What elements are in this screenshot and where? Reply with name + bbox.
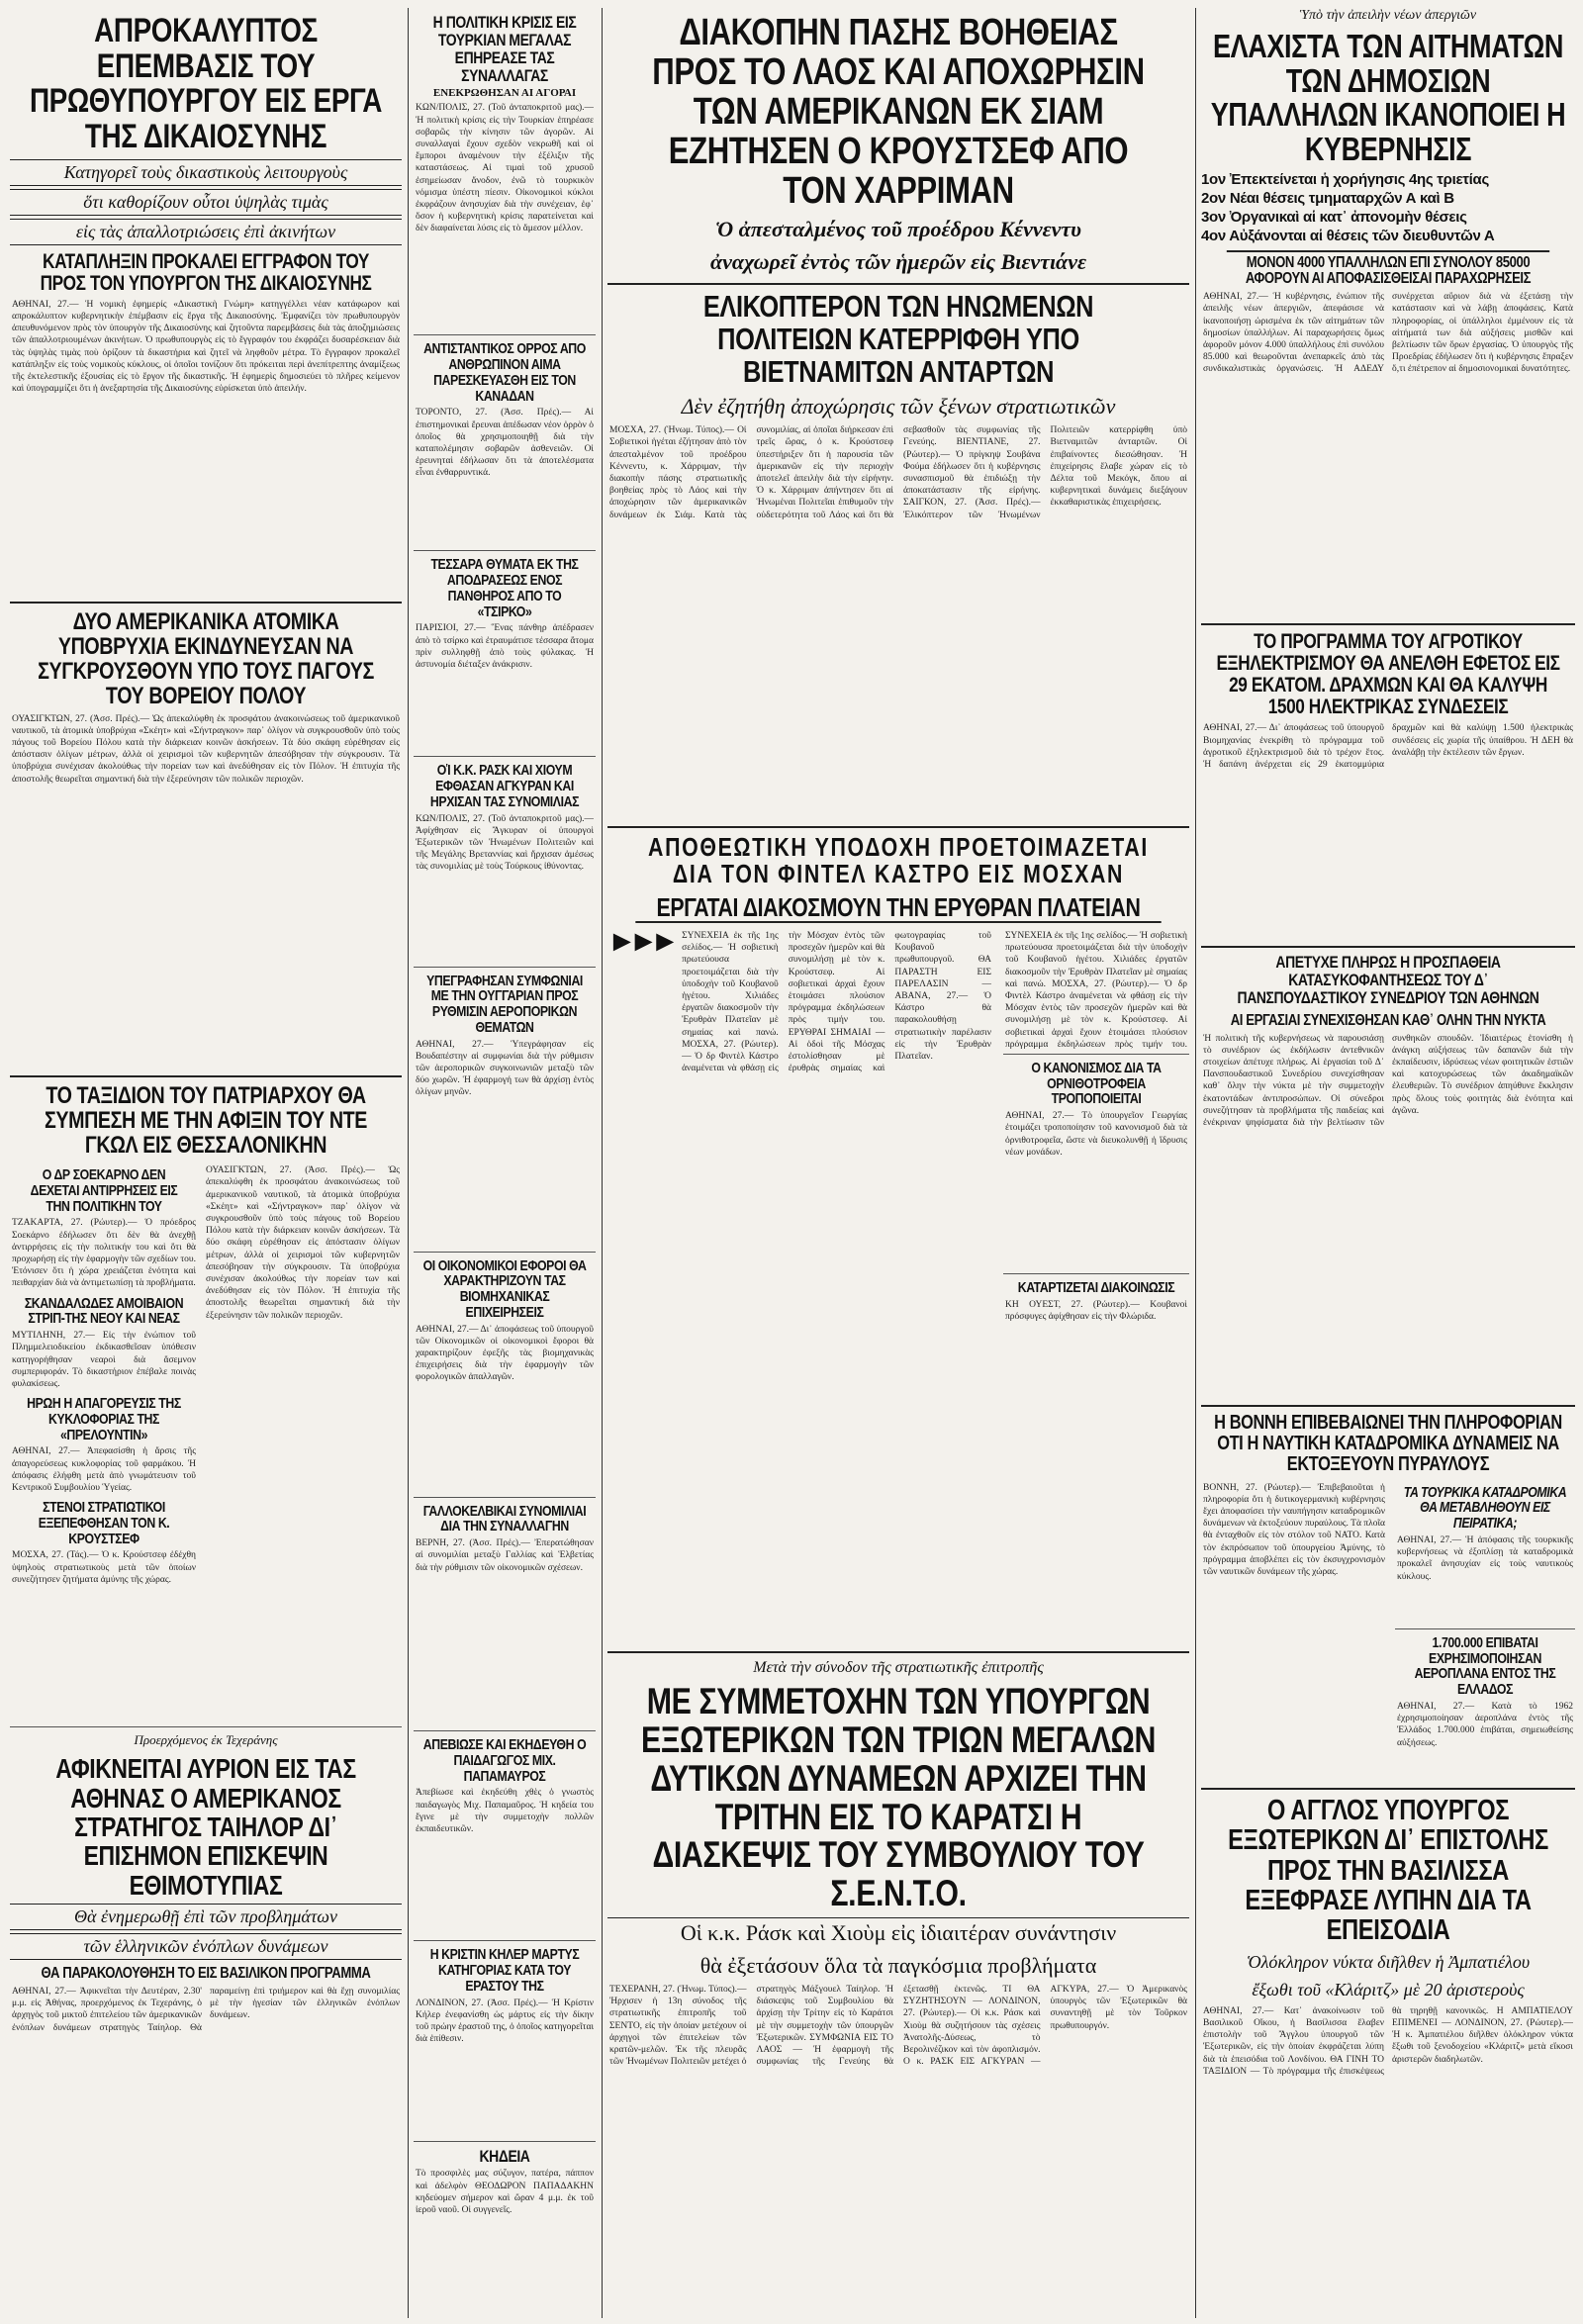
article-body: ΑΘΗΝΑΙ, 27.— Ἡ ἀπόφασις τῆς τουρκικῆς κυβερνήσεως νὰ ἐξοπλίσῃ τὰ καταδρομικὰ προκαλεῖ ἀνησυχίαν εἰς τοὺς ναυτικοὺς κύκλους. [1397,1534,1573,1582]
column-4 [1201,8,1575,2318]
subheadline: Θὰ ἐνημερωθῇ ἐπὶ τῶν προβλημάτων [10,1904,402,1930]
article-body: ΟΥΑΣΙΓΚΤΩΝ, 27. (Ἀσσ. Πρές).— Ὡς ἀπεκαλύφθη ἐκ προσφάτου ἀνακοινώσεως τοῦ ἀμερικανικοῦ ναυτικοῦ, τὰ ἀτομικὰ ὑποβρύχια «Σκέητ» καὶ «Σήντραγκον» παρ᾽ ὀλίγον νὰ συγκρουσθοῦν ὑπὸ τοὺς πάγους τοῦ Βορείου Πόλου κατὰ τὴν διάρκειαν κοινῶν ἀσκήσεων. Τὰ δύο σκάφη εὑρέθησαν εἰς ἀπόστασιν ὀλίγων μέτρων, ἀλλὰ οἱ χειρισμοὶ τῶν κυβερνητῶν ἀπεσόβησαν τὴν σύγκρουσιν. Τὰ ὑποβρύχια συνέχισαν ἀκολούθως τὴν πορείαν των καὶ ἀνεδύθησαν εἰς τὸν Πόλον. Ἡ ἐπιτυχία τῆς ἀποστολῆς θεωρεῖται σημαντική διὰ τὴν ἐξερεύνησιν τῶν πολικῶν περιοχῶν. [12,713,400,785]
column-2 [414,8,596,2318]
article-body: ΟΥΑΣΙΓΚΤΩΝ, 27. (Ἀσσ. Πρές).— Ὡς ἀπεκαλύφθη ἐκ προσφάτου ἀνακοινώσεως τοῦ ἀμερικανικοῦ ναυτικοῦ, τὰ ἀτομικὰ ὑποβρύχια «Σκέητ» καὶ «Σήντραγκον» παρ᾽ ὀλίγον νὰ συγκρουσθοῦν ὑπὸ τοὺς πάγους τοῦ Βορείου Πόλου κατὰ τὴν διάρκειαν κοινῶν ἀσκήσεων. Τὰ δύο σκάφη εὑρέθησαν εἰς ἀπόστασιν ὀλίγων μέτρων, ἀλλὰ οἱ χειρισμοὶ τῶν κυβερνητῶν ἀπεσόβησαν τὴν σύγκρουσιν. Τὰ ὑποβρύχια συνέχισαν ἀκολούθως τὴν πορείαν των καὶ ἀνεδύθησαν εἰς τὸν Πόλον. Ἡ ἐπιτυχία τῆς ἀποστολῆς θεωρεῖται σημαντική διὰ τὴν ἐξερεύνησιν τῶν πολικῶν περιοχῶν. [206,1165,400,1321]
column-rule [602,8,603,2318]
article-body: ΜΥΤΙΛΗΝΗ, 27.— Εἰς τὴν ἐνώπιον τοῦ Πλημμελειοδικείου ἐκδικασθεῖσαν ὑπόθεσιν κατηγορήθησαν νεαροὶ διὰ ἄσεμνον συμπεριφοράν. Τὸ δικαστήριον ἐπέβαλε ποινὰς φυλακίσεως. [12,1331,196,1389]
headline: ΚΗΔΕΙΑ [479,2146,530,2166]
headline: ΣΚΑΝΔΑΛΩΔΕΣ ΑΜΟΙΒΑΙΟΝ ΣΤΡΙΠ-ΤΗΣ ΝΕΟΥ ΚΑΙ ΝΕΑΣ [24,1294,184,1328]
article-body: ΑΘΗΝΑΙ, 27.— Ὑπεγράφησαν εἰς Βουδαπέστην αἱ συμφωνίαι διὰ τὴν ρύθμισιν τῶν ἀεροπορικῶν συγκοινωνιῶν μεταξὺ τῶν δύο χωρῶν. Ἡ ἐφαρμογή των θὰ ἀρχίσῃ ἐντὸς ὀλίγων μηνῶν. [416,1039,594,1098]
headline: ΤΟ ΤΑΞΙΔΙΟΝ ΤΟΥ ΠΑΤΡΙΑΡΧΟΥ ΘΑ ΣΥΜΠΕΣΗ ΜΕ ΤΗΝ ΑΦΙΞΙΝ ΤΟΥ ΝΤΕ ΓΚΩΛ ΕΙΣ ΘΕΣΣΑΛΟΝΙΚΗΝ [45,1081,367,1159]
kicker: Προερχόμενος ἐκ Τεχεράνης [134,1732,278,1748]
article-body: ΚΩΝ/ΠΟΛΙΣ, 27. (Τοῦ ἀνταποκριτοῦ μας).— Ἡ πολιτικὴ κρίσις εἰς τὴν Τουρκίαν ἐπηρέασε σοβαρῶς τὴν κίνησιν τῶν ἀγορῶν. Αἱ συναλλαγαὶ ἔχουν σχεδὸν νεκρωθῆ καὶ οἱ ἔμποροι ἀναμένουν τὴν ἐξέλιξιν τῆς καταστάσεως. Αἱ τιμαὶ τοῦ χρυσοῦ ἐσημείωσαν ἄνοδον, ἐνῶ τὸ τουρκικὸν νόμισμα ὑπέστη πίεσιν. Οἰκονομικοὶ κύκλοι ἐκφράζουν ἀνησυχίαν διὰ τὴν συνέχειαν, ἐφ᾽ ὅσον ἡ κυβερνητικὴ κρίσις παρατείνεται καὶ δὲν διαφαίνεται λύσις εἰς τὸ ἄμεσον μέλλον. [416,103,594,234]
column-rule [1195,8,1196,2318]
headline: ΣΤΕΝΟΙ ΣΤΡΑΤΙΩΤΙΚΟΙ ΕΞΕΠΕΦΘΗΣΑΝ ΤΟΝ Κ. ΚΡΟΥΣΤΣΕΦ [38,1499,170,1547]
article-body: ΠΑΡΙΣΙΟΙ, 27.— Ἕνας πάνθηρ ἀπέδρασεν ἀπὸ τὸ τσίρκο καὶ ἐτραυμάτισε τέσσαρα ἄτομα πρὶν συλληφθῇ ἀπὸ τοὺς φύλακας. Ἡ ἀστυνομία διέταξεν ἀνάκρισιν. [416,623,594,670]
article-body: Ἡ πολιτικὴ τῆς κυβερνήσεως νὰ παρουσιάσῃ τὸ συνέδριον ὡς ἐκδήλωσιν ἀντεθνικῶν στοιχείων ἀπέτυχε πλήρως. Αἱ ἐργασίαι τοῦ Δ᾽ Πανσπουδαστικοῦ Συνεδρίου συνεχίσθησαν καθ᾽ ὅλην τὴν νύκτα μὲ τὴν συμμετοχὴν ἑκατοντάδων ἀντιπροσώπων. Οἱ σύνεδροι συνεζήτησαν τὰ προβλήματα τῆς παιδείας καὶ ἐνέκριναν ψηφίσματα διὰ τὴν βελτίωσιν τῶν συνθηκῶν σπουδῶν. Ἰδιαιτέρως ἐτονίσθη ἡ ἀνάγκη αὐξήσεως τῶν δαπανῶν διὰ τὴν ἐκπαίδευσιν, ἱδρύσεως νέων φοιτητικῶν ἑστιῶν καὶ κατοχυρώσεως τῶν ἀκαδημαϊκῶν ἐλευθεριῶν. Τὸ συνέδριον ἀπηύθυνε ἔκκλησιν πρὸς ὅλους τοὺς φοιτητὰς διὰ ἑνότητα καὶ ἀγῶνα. [1203,1033,1573,1129]
article-body: ΜΟΣΧΑ, 27. (Ἡνωμ. Τύπος).— Οἱ Σοβιετικοὶ ἡγέται ἐζήτησαν ἀπὸ τὸν ἀπεσταλμένον τοῦ προέδρου Κέννεντυ, κ. Χάρριμαν, τὴν διακοπὴν πάσης στρατιωτικῆς βοηθείας πρὸς τὸ Λάος καὶ τὴν ἀποχώρησιν τῶν ἀμερικανικῶν δυνάμεων ἐκ Σιάμ. Κατὰ τὰς συνομιλίας, αἱ ὁποῖαι διήρκεσαν ἐπὶ τρεῖς ὥρας, ὁ κ. Κρούστσεφ ὑπεστήριξεν ὅτι ἡ παρουσία τῶν ἀμερικανῶν εἰς τὴν περιοχὴν ἀποτελεῖ ἀπειλὴν διὰ τὴν εἰρήνην. Ὁ κ. Χάρριμαν ἀπήντησεν ὅτι αἱ Ἡνωμέναι Πολιτεῖαι ἐπιθυμοῦν τὴν οὐδετερότητα τοῦ Λάος καὶ ὅτι θὰ σεβασθοῦν τὰς συμφωνίας τῆς Γενεύης. ΒΙΕΝΤΙΑΝΕ, 27. (Ρώυτερ).— Ὁ πρίγκηψ Σουβάνα Φούμα ἐδήλωσεν ὅτι ἡ κυβέρνησις συνασπισμοῦ θὰ ἐπιδιώξῃ τὴν ἀποκατάστασιν τῆς εἰρήνης. ΣΑΙΓΚΟΝ, 27. (Ἀσσ. Πρές).— Ἑλικόπτερον τῶν Ἡνωμένων Πολιτειῶν κατερρίφθη ὑπὸ Βιετναμιτῶν ἀνταρτῶν. Οἱ ἐπιβαίνοντες διεσώθησαν. Ἡ ἐπιχείρησις ἔλαβε χώραν εἰς τὸ Δέλτα τοῦ Μεκόγκ, ὅπου αἱ κυβερνητικαὶ δυνάμεις διεξάγουν ἐκκαθαριστικὰς ἐπιχειρήσεις. [609,425,1187,520]
subheadline: θὰ ἐξετάσουν ὅλα τὰ παγκόσμια προβλήματα [699,1953,1097,1979]
article-body: ΜΟΣΧΑ, 27. (Τάς).— Ὁ κ. Κρούστσεφ ἐδέχθη ὑψηλοὺς στρατιωτικοὺς μετὰ τῶν ὁποίων συνεζήτησεν ζητήματα ἀμύνης τῆς χώρας. [12,1550,196,1585]
headline: ΟΙ ΟΙΚΟΝΟΜΙΚΟΙ ΕΦΟΡΟΙ ΘΑ ΧΑΡΑΚΤΗΡΙΖΟΥΝ ΤΑΣ ΒΙΟΜΗΧΑΝΙΚΑΣ ΕΠΙΧΕΙΡΗΣΕΙΣ [422,1256,587,1321]
headline: Ο ΚΑΝΟΝΙΣΜΟΣ ΔΙΑ ΤΑ ΟΡΝΙΘΟΤΡΟΦΕΙΑ ΤΡΟΠΟΠΟΙΕΙΤΑΙ [1031,1059,1162,1108]
article-body: ΑΘΗΝΑΙ, 27.— Δι᾽ ἀποφάσεως τοῦ ὑπουργοῦ τῶν Οἰκονομικῶν οἱ οἰκονομικοὶ ἔφοροι θὰ χαρακτηρίζουν ἐφεξῆς τὰς βιομηχανικὰς ἐπιχειρήσεις διὰ τὴν ἐφαρμογὴν τῶν φορολογικῶν ἀπαλλαγῶν. [416,1324,594,1383]
article-body: ΑΘΗΝΑΙ, 27.— Ἀφικνεῖται τὴν Δευτέραν, 2.30' μ.μ. εἰς Ἀθήνας, προερχόμενος ἐκ Τεχεράνης, ὁ ἀρχηγὸς τοῦ μικτοῦ ἐπιτελείου τῶν ἀμερικανικῶν ἐνόπλων δυνάμεων στρατηγὸς Ταίηλορ. Θὰ παραμείνῃ ἐπὶ τριήμερον καὶ θὰ ἔχῃ συνομιλίας μὲ τὴν ἡγεσίαν τῶν ἑλληνικῶν ἐνόπλων δυνάμεων. [12,1986,400,2033]
article-body: ΒΕΡΝΗ, 27. (Ἀσσ. Πρές).— Ἐπερατώθησαν αἱ συνομιλίαι μεταξὺ Γαλλίας καὶ Ἑλβετίας διὰ τὴν ρύθμισιν τῶν οἰκονομικῶν σχέσεων. [416,1538,594,1573]
headline: ΘΑ ΠΑΡΑΚΟΛΟΥΘΗΣΗ ΤΟ ΕΙΣ ΒΑΣΙΛΙΚΟΝ ΠΡΟΓΡΑΜΜΑ [41,1965,371,1983]
headline: ΜΟΝΟΝ 4000 ΥΠΑΛΛΗΛΩΝ ΕΠΙ ΣΥΝΟΛΟΥ 85000 ΑΦΟΡΟΥΝ ΑΙ ΑΠΟΦΑΣΙΣΘΕΙΣΑΙ ΠΑΡΑΧΩΡΗΣΕΙΣ [1227,250,1549,289]
headline: ΔΙΑΚΟΠΗΝ ΠΑΣΗΣ ΒΟΗΘΕΙΑΣ ΠΡΟΣ ΤΟ ΛΑΟΣ ΚΑΙ ΑΠΟΧΩΡΗΣΙΝ ΤΩΝ ΑΜΕΡΙΚΑΝΩΝ ΕΚ ΣΙΑΜ ΕΖΗΤΗΣΕΝ Ο ΚΡΟΥΣΤΣΕΦ ΑΠΟ ΤΟΝ ΧΑΡΡΙΜΑΝ [652,12,1145,212]
article-body: Τὸ προσφιλὲς μας σύζυγον, πατέρα, πάππον καὶ ἀδελφὸν ΘΕΟΔΩΡΟΝ ΠΑΠΑΔΑΚΗΝ κηδεύομεν σήμερον καὶ ὥραν 4 μ.μ. ἐκ τοῦ ἱεροῦ ναοῦ. Οἱ συγγενεῖς. [416,2169,594,2216]
headline: ΕΛΑΧΙΣΤΑ ΤΩΝ ΑΙΤΗΜΑΤΩΝ ΤΩΝ ΔΗΜΟΣΙΩΝ ΥΠΑΛΛΗΛΩΝ ΙΚΑΝΟΠΟΙΕΙ Η ΚΥΒΕΡΝΗΣΙΣ [1210,28,1566,167]
subheadline: Ὁλόκληρον νύκτα διῆλθεν ἡ Ἀμπατιέλου [1246,1951,1531,1972]
headline: ΔΥΟ ΑΜΕΡΙΚΑΝΙΚΑ ΑΤΟΜΙΚΑ ΥΠΟΒΡΥΧΙΑ ΕΚΙΝΔΥΝΕΥΣΑΝ ΝΑ ΣΥΓΚΡΟΥΣΘΟΥΝ ΥΠΟ ΤΟΥΣ ΠΑΓΟΥΣ ΤΟΥ ΒΟΡΕΙΟΥ ΠΟΛΟΥ [38,607,374,710]
headline: ΑΠΟΘΕΩΤΙΚΗ ΥΠΟΔΟΧΗ ΠΡΟΕΤΟΙΜΑΖΕΤΑΙ ΔΙΑ ΤΟΝ ΦΙΝΤΕΛ ΚΑΣΤΡΟ ΕΙΣ ΜΟΣΧΑΝ [648,832,1149,889]
article-body: ΑΘΗΝΑΙ, 27.— Κατὰ τὸ 1962 ἐχρησιμοποίησαν ἀεροπλάνα ἐντὸς τῆς Ἑλλάδος 1.700.000 ἐπιβάται, σημειωθείσης αὐξήσεως. [1397,1701,1573,1748]
kicker: Μετὰ τὴν σύνοδον τῆς στρατιωτικῆς ἐπιτροπῆς [753,1658,1044,1676]
kicker: Ὑπὸ τὴν ἀπειλὴν νέων ἀπεργιῶν [1299,8,1477,23]
article-body: ΑΘΗΝΑΙ, 27.— Ἡ νομικὴ ἐφημερίς «Δικαστικὴ Γνώμη» κατηγγέλλει νέαν κατάφωρον καὶ απροκάλυπτον κυβερνητικὴν ἐπέμβασιν εἰς ἔργα τῆς Δικαιοσύνης. Ἐμφανίζει τὸν πρωθυπουργὸν ἀπευθυνόμενον πρὸς τὸν ὑπουργὸν τῆς Δικαιοσύνης καὶ ζητοῦντα παρεμβάσεις διὰ τὰς ἀποζημιώσεις τῶν ἀπαλλοτριουμένων ἀκινήτων. Ὁ πρωθυπουργὸς εἰς τὸ ἔγγραφόν του ἐκφράζει δυσαρέσκειαν διὰ τὰς ὑψηλὰς τιμὰς ποὺ ὁρίζουν τὰ δικαστήρια καὶ ζητεῖ νὰ ληφθοῦν μέτρα. Τὸ ἔγγραφον προκαλεῖ κατάπληξιν εἰς τοὺς νομικοὺς κύκλους, οἱ ὁποῖοι τονίζουν ὅτι πρόκειται περὶ ἀνεπίτρεπτης ἀναμίξεως τῆς ἐκτελεστικῆς ἐξουσίας εἰς τὸ ἔργον τῆς δικαστικῆς. Ἡ ἐφημερὶς δημοσιεύει τὸ πλῆρες κείμενον καὶ ὑπογραμμίζει ὅτι ἡ ἀνεξαρτησία τῆς Δικαιοσύνης εὑρίσκεται ὑπὸ ἀπειλήν. [12,299,400,395]
article-body: Ἀπεβίωσε καὶ ἐκηδεύθη χθὲς ὁ γνωστὸς παιδαγωγὸς Μιχ. Παπαμαῦρος. Ἡ κηδεία του ἔγινε μὲ τὴν συμμετοχὴν πολλῶν ἐκπαιδευτικῶν. [416,1788,594,1834]
subheadline: Ὁ ἀπεσταλμένος τοῦ προέδρου Κέννεντυ [715,217,1081,242]
headline: ΚΑΤΑΡΤΙΖΕΤΑΙ ΔΙΑΚΟΙΝΩΣΙΣ [1017,1279,1175,1297]
headline: ΓΑΛΛΟΚΕΛΒΙΚΑΙ ΣΥΝΟΜΙΛΙΑΙ ΔΙΑ ΤΗΝ ΣΥΝΑΛΛΑΓΗΝ [422,1502,587,1535]
headline: ΟἹ Κ.Κ. ΡΑΣΚ ΚΑΙ ΧΙΟΥΜ ΕΦΘΑΣΑΝ ΑΓΚΥΡΑΝ ΚΑΙ ΗΡΧΙΣΑΝ ΤΑΣ ΣΥΝΟΜΙΛΙΑΣ [429,762,580,810]
article-body: ΑΘΗΝΑΙ, 27.— Δι᾽ ἀποφάσεως τοῦ ὑπουργοῦ Βιομηχανίας ἐνεκρίθη τὸ πρόγραμμα τοῦ ἀγροτικοῦ ἐξηλεκτρισμοῦ διὰ τὸ τρέχον ἔτος. Ἡ δαπάνη ἀνέρχεται εἰς 29 ἑκατομμύρια δραχμῶν καὶ θὰ καλύψῃ 1.500 ἠλεκτρικὰς συνδέσεις εἰς χωρία τῆς ὑπαίθρου. Ἡ ΔΕΗ θὰ ἀναλάβῃ τὴν ἐκτέλεσιν τῶν ἔργων. [1203,723,1573,770]
headline: ΑΠΕΒΙΩΣΕ ΚΑΙ ΕΚΗΔΕΥΘΗ Ο ΠΑΙΔΑΓΩΓΟΣ ΜΙΧ. ΠΑΠΑΜΑΥΡΟΣ [422,1736,587,1785]
headline: Η ΒΟΝΝΗ ΕΠΙΒΕΒΑΙΩΝΕΙ ΤΗΝ ΠΛΗΡΟΦΟΡΙΑΝ ΟΤΙ Η ΝΑΥΤΙΚΗ ΚΑΤΑΔΡΟΜΙΚΑ ΔΥΝΑΜΕΙΣ ΝΑ ΕΚΤΟΞΕΥΟΥΝ ΠΥΡΑΥΛΟΥΣ [1214,1411,1562,1475]
article-body: ΑΘΗΝΑΙ, 27.— Τὸ ὑπουργεῖον Γεωργίας ἐτοιμάζει τροποποίησιν τοῦ κανονισμοῦ διὰ τὰ ὀρνιθοτροφεῖα, ὥστε νὰ διευκολυνθῇ ἡ ἵδρυσις νέων μονάδων. [1005,1111,1187,1158]
headline: Ο ΔΡ ΣΟΕΚΑΡΝΟ ΔΕΝ ΔΕΧΕΤΑΙ ΑΝΤΙΡΡΗΣΕΙΣ ΕΙΣ ΤΗΝ ΠΟΛΙΤΙΚΗΝ ΤΟΥ [30,1166,178,1215]
headline: 1.700.000 ΕΠΙΒΑΤΑΙ ΕΧΡΗΣΙΜΟΠΟΙΗΣΑΝ ΑΕΡΟΠΛΑΝΑ ΕΝΤΟΣ ΤΗΣ ΕΛΛΑΔΟΣ [1414,1633,1556,1699]
article-body: ΒΟΝΝΗ, 27. (Ρώυτερ).— Ἐπιβεβαιοῦται ἡ πληροφορία ὅτι ἡ δυτικογερμανικὴ κυβέρνησις ἔχει ἀποφασίσει τὴν ναυπήγησιν καταδρομικῶν δυνάμενων νὰ ἐκτοξεύουν πυραύλους. Τὰ πλοῖα θὰ ἐνταχθοῦν εἰς τὸν στόλον τοῦ ΝΑΤΟ. Κατὰ τὸν ἐκπρόσωπον τοῦ ὑπουργείου Ἀμύνης, τὸ πρόγραμμα ἀποβλέπει εἰς τὸν ἐκσυγχρονισμὸν τῶν ναυτικῶν δυνάμεων τῆς χώρας. [1203,1482,1385,1578]
article-body: ΚΗ ΟΥΕΣΤ, 27. (Ρώυτερ).— Κουβανοὶ πρόσφυγες ἀφίχθησαν εἰς τὴν Φλώριδα. [1005,1299,1187,1323]
subheadline: ΕΝΕΚΡΩΘΗΣΑΝ ΑΙ ΑΓΟΡΑΙ [432,87,577,100]
headline: ΑΠΕΤΥΧΕ ΠΛΗΡΩΣ Η ΠΡΟΣΠΑΘΕΙΑ ΚΑΤΑΣΥΚΟΦΑΝΤΗΣΕΩΣ ΤΟΥ Δ᾽ ΠΑΝΣΠΟΥΔΑΣΤΙΚΟΥ ΣΥΝΕΔΡΙΟΥ ΤΩΝ ΑΘΗΝΩΝ [1237,953,1539,1008]
headline: ΤΑ ΤΟΥΡΚΙΚΑ ΚΑΤΑΔΡΟΜΙΚΑ ΘΑ ΜΕΤΑΒΛΗΘΟΥΝ ΕΙΣ ΠΕΙΡΑΤΙΚΑ; [1403,1483,1567,1533]
headline: Ο ΑΓΓΛΟΣ ΥΠΟΥΡΓΟΣ ΕΞΩΤΕΡΙΚΩΝ ΔΙ᾽ ΕΠΙΣΤΟΛΗΣ ΠΡΟΣ ΤΗΝ ΒΑΣΙΛΙΣΣΑ ΕΞΕΦΡΑΣΕ ΛΥΠΗΝ ΔΙΑ ΤΑ ΕΠΕΙΣΟΔΙΑ [1228,1794,1548,1947]
headline: ΑΠΡΟΚΑΛΥΠΤΟΣ ΕΠΕΜΒΑΣΙΣ ΤΟΥ ΠΡΩΘΥΠΟΥΡΓΟΥ ΕΙΣ ΕΡΓΑ ΤΗΣ ΔΙΚΑΙΟΣΥΝΗΣ [29,12,383,156]
headline: ΗΡΩΗ Η ΑΠΑΓΟΡΕΥΣΙΣ ΤΗΣ ΚΥΚΛΟΦΟΡΙΑΣ ΤΗΣ «ΠΡΕΛΟΥΝΤΙΝ» [27,1395,181,1443]
article-body: ΣΥΝΕΧΕΙΑ ἐκ τῆς 1ης σελίδος.— Ἡ σοβιετικὴ πρωτεύουσα προετοιμάζεται διὰ τὴν ὑποδοχὴν τοῦ Κουβανοῦ ἡγέτου. Χιλιάδες ἐργατῶν διακοσμοῦν τὴν Ἐρυθρὰν Πλατεῖαν μὲ σημαίας καὶ πανώ. ΜΟΣΧΑ, 27. (Ρώυτερ).— Ὁ δρ Φιντὲλ Κάστρο ἀναμένεται νὰ φθάσῃ εἰς τὴν Μόσχαν ἐντὸς τῶν προσεχῶν ἡμερῶν καὶ θὰ συνομιλήσῃ μὲ τὸν κ. Κρούστσεφ. Αἱ σοβιετικαὶ ἀρχαὶ ἔχουν ἑτοιμάσει πλούσιον πρόγραμμα ἐκδηλώσεων πρὸς τιμήν του. [1005,930,1187,1049]
article-body: ΣΥΝΕΧΕΙΑ ἐκ τῆς 1ης σελίδος.— Ἡ σοβιετικὴ πρωτεύουσα προετοιμάζεται διὰ τὴν ὑποδοχὴν τοῦ Κουβανοῦ ἡγέτου. Χιλιάδες ἐργατῶν διακοσμοῦν τὴν Ἐρυθρὰν Πλατεῖαν μὲ σημαίας καὶ πανώ. ΜΟΣΧΑ, 27. (Ρώυτερ).— Ὁ δρ Φιντὲλ Κάστρο ἀναμένεται νὰ φθάσῃ εἰς τὴν Μόσχαν ἐντὸς τῶν προσεχῶν ἡμερῶν καὶ θὰ συνομιλήσῃ μὲ τὸν κ. Κρούστσεφ. Αἱ σοβιετικαὶ ἀρχαὶ ἔχουν ἑτοιμάσει πλούσιον πρόγραμμα ἐκδηλώσεων πρὸς τιμήν του. ΕΡΥΘΡΑΙ ΣΗΜΑΙΑΙ — Αἱ ὁδοὶ τῆς Μόσχας ἐστολίσθησαν μὲ ἐρυθρὰς σημαίας καὶ φωτογραφίας τοῦ Κουβανοῦ πρωθυπουργοῦ. ΘΑ ΠΑΡΑΣΤΗ ΕΙΣ ΠΑΡΕΛΑΣΙΝ — ΑΒΑΝΑ, 27.— Ὁ Κάστρο θὰ παρακολουθήσῃ στρατιωτικὴν παρέλασιν εἰς τὴν Ἐρυθρὰν Πλατεῖαν. [682,930,991,1074]
headline: Η ΠΟΛΙΤΙΚΗ ΚΡΙΣΙΣ ΕΙΣ ΤΟΥΡΚΙΑΝ ΜΕΓΑΛΑΣ ΕΠΗΡΕΑΣΕ ΤΑΣ ΣΥΝΑΛΛΑΓΑΣ [432,13,577,85]
list-item: 1ον Ἐπεκτείνεται ἡ χορήγησις 4ης τριετίας [1201,170,1489,188]
article-body: ΚΩΝ/ΠΟΛΙΣ, 27. (Τοῦ ἀνταποκριτοῦ μας).— Ἀφίχθησαν εἰς Ἄγκυραν οἱ ὑπουργοὶ Ἐξωτερικῶν τῶν Ἡνωμένων Πολιτειῶν καὶ τῆς Μεγάλης Βρεταννίας καὶ ἤρχισαν ἀμέσως τὰς συνομιλίας μὲ τοὺς Τούρκους ἰθύνοντας. [416,813,594,873]
article-body: ΑΘΗΝΑΙ, 27.— Κατ᾽ ἀνακοίνωσιν τοῦ Βασιλικοῦ Οἴκου, ἡ Βασίλισσα ἔλαβεν ἐπιστολὴν τοῦ Ἄγγλου ὑπουργοῦ τῶν Ἐξωτερικῶν, εἰς τὴν ὁποίαν ἐκφράζεται λύπη διὰ τὰ ἐπεισόδια τοῦ Λονδίνου. ΘΑ ΓΙΝΗ ΤΟ ΤΑΞΙΔΙΟΝ — Τὸ πρόγραμμα τῆς ἐπισκέψεως θὰ τηρηθῇ κανονικῶς. Η ΑΜΠΑΤΙΕΛΟΥ ΕΠΙΜΕΝΕΙ — ΛΟΝΔΙΝΟΝ, 27. (Ρώυτερ).— Ἡ κ. Ἀμπατιέλου διῆλθεν ὁλόκληρον νύκτα ἔξωθι τοῦ ξενοδοχείου «Κλάριτζ» μετὰ εἴκοσι ἀριστερῶν διαδηλωτῶν. [1203,2005,1573,2077]
headline: ΤΟ ΠΡΟΓΡΑΜΜΑ ΤΟΥ ΑΓΡΟΤΙΚΟΥ ΕΞΗΛΕΚΤΡΙΣΜΟΥ ΘΑ ΑΝΕΛΘΗ ΕΦΕΤΟΣ ΕΙΣ 29 ΕΚΑΤΟΜ. ΔΡΑΧΜΩΝ ΚΑΙ ΘΑ ΚΑΛΥΨΗ 1500 ΗΛΕΚΤΡΙΚΑΣ ΣΥΝΔΕΣΕΙΣ [1216,630,1560,719]
subheadline: ὅτι καθορίζουν οὗτοι ὑψηλὰς τιμὰς [10,189,402,216]
headline: ΤΕΣΣΑΡΑ ΘΥΜΑΤΑ ΕΚ ΤΗΣ ΑΠΟΔΡΑΣΕΩΣ ΕΝΟΣ ΠΑΝΘΗΡΟΣ ΑΠΟ ΤΟ «ΤΣΙΡΚΟ» [430,556,579,620]
list-item: 4ον Αὐξάνονται αἱ θέσεις τῶν διευθυντῶν Α [1201,227,1495,244]
article-body: ΛΟΝΔΙΝΟΝ, 27. (Ἀσσ. Πρές).— Ἡ Κρίστιν Κήλερ ἐνεφανίσθη ὡς μάρτυς εἰς τὴν δίκην τοῦ πρώην ἐραστοῦ της, ὁ ὁποῖος κατηγορεῖται διὰ ἐπίθεσιν. [416,1998,594,2045]
article-body: ΤΖΑΚΑΡΤΑ, 27. (Ρώυτερ).— Ὁ πρόεδρος Σοεκάρνο ἐδήλωσεν ὅτι δὲν θὰ ἀνεχθῇ ἀντιρρήσεις εἰς τὴν πολιτικήν του καὶ ὅτι θὰ προχωρήσῃ εἰς τὴν ἐφαρμογὴν τῶν σχεδίων του. Ἐτόνισεν ὅτι ἡ χώρα χρειάζεται ἑνότητα καὶ πειθαρχίαν διὰ νὰ ἀντιμετωπίσῃ τὰ προβλήματα. [12,1218,196,1289]
arrow-icon: ►►► [607,924,673,958]
headline: ΑΝΤΙΣΤΑΝΤΙΚΟΣ ΟΡΡΟΣ ΑΠΟ ΑΝΘΡΩΠΙΝΟΝ ΑΙΜΑ ΠΑΡΕΣΚΕΥΑΣΘΗ ΕΙΣ ΤΟΝ ΚΑΝΑΔΑΝ [423,340,586,405]
subheadline: ἀναχωρεῖ ἐντὸς τῶν ἡμερῶν εἰς Βιεντιάνε [709,249,1087,275]
article-body: ΑΘΗΝΑΙ, 27.— Ἡ κυβέρνησις, ἐνώπιον τῆς ἀπειλῆς νέων ἀπεργιῶν, ἀπεφάσισε νὰ ἱκανοποιήσῃ ὡρισμένα ἐκ τῶν αἰτημάτων τῶν δημοσίων ὑπαλλήλων. Αἱ παραχωρήσεις ὅμως ἀφοροῦν μόνον 4.000 ὑπαλλήλους ἐπὶ συνόλου 85.000 καὶ θεωροῦνται ἀνεπαρκεῖς ἀπὸ τὰς συνδικαλιστικὰς ὀργανώσεις. Ἡ ΑΔΕΔΥ συνέρχεται αὔριον διὰ νὰ ἐξετάσῃ τὴν κατάστασιν καὶ νὰ λάβῃ ἀποφάσεις. Κατὰ πληροφορίας, οἱ ὑπάλληλοι ἐμμένουν εἰς τὰ αἰτήματά των διὰ αὐξήσεις μισθῶν καὶ βελτίωσιν τῶν ὅρων ἐργασίας. Ὁ ὑπουργὸς τῆς Προεδρίας ἐδήλωσεν ὅτι ἡ κυβέρνησις ἔπραξεν ὅ,τι ἐπέτρεπον αἱ δημοσιονομικαὶ δυνατότητες. [1203,292,1573,375]
subheadline: Δὲν ἐζητήθη ἀποχώρησις τῶν ξένων στρατιωτικῶν [681,394,1116,419]
list-item: 3ον Ὀργανικαὶ αἱ κατ᾽ ἀπονομὴν θέσεις [1201,208,1467,226]
headline: Η ΚΡΙΣΤΙΝ ΚΗΛΕΡ ΜΑΡΤΥΣ ΚΑΤΗΓΟΡΙΑΣ ΚΑΤΑ ΤΟΥ ΕΡΑΣΤΟΥ ΤΗΣ [429,1946,580,1995]
subheadline: Οἱ κ.κ. Ράσκ καὶ Χιοὺμ εἰς ἰδιαιτέραν συνάντησιν [607,1917,1189,1948]
column-1 [10,8,402,2318]
column-rule [408,8,409,2318]
subheadline: τῶν ἑλληνικῶν ἐνόπλων δυνάμεων [10,1933,402,1960]
headline: ΕΡΓΑΤΑΙ ΔΙΑΚΟΣΜΟΥΝ ΤΗΝ ΕΡΥΘΡΑΝ ΠΛΑΤΕΙΑΝ [635,894,1161,923]
subheadline: εἰς τὰς ἀπαλλοτριώσεις ἐπὶ ἀκινήτων [10,219,402,245]
list-item: 2ον Νέαι θέσεις τμηματαρχῶν Α καὶ Β [1201,189,1454,207]
article-body: ΤΟΡΟΝΤΟ, 27. (Ἀσσ. Πρές).— Αἱ ἐπιστημονικαὶ ἔρευναι ἀπέδωσαν νέον ὀρρὸν ὁ ὁποῖος θὰ χρησιμοποιηθῇ διὰ τὴν καταπολέμησιν σοβαρῶν ἀσθενειῶν. Οἱ ἐρευνηταὶ ἐδήλωσαν ὅτι τὰ ἀποτελέσματα εἶναι ἐνθαρρυντικά. [416,408,594,479]
article-body: ΑΘΗΝΑΙ, 27.— Ἀπεφασίσθη ἡ ἄρσις τῆς ἀπαγορεύσεως κυκλοφορίας τοῦ φαρμάκου. Ἡ ἀπόφασις ἐλήφθη μετὰ ἀπὸ γνωμάτευσιν τοῦ Κεντρικοῦ Συμβουλίου Ὑγείας. [12,1446,196,1493]
column-3 [607,8,1189,2318]
subheadline: Κατηγορεῖ τοὺς δικαστικοὺς λειτουργοὺς [10,159,402,186]
headline: ΑΦΙΚΝΕΙΤΑΙ ΑΥΡΙΟΝ ΕΙΣ ΤΑΣ ΑΘΗΝΑΣ Ο ΑΜΕΡΙΚΑΝΟΣ ΣΤΡΑΤΗΓΟΣ ΤΑΙΗΛΟΡ ΔΙ᾽ ΕΠΙΣΗΜΟΝ ΕΠΙΣΚΕΨΙΝ ΕΘΙΜΟΤΥΠΙΑΣ [55,1753,356,1901]
headline: ΜΕ ΣΥΜΜΕΤΟΧΗΝ ΤΩΝ ΥΠΟΥΡΓΩΝ ΕΞΩΤΕΡΙΚΩΝ ΤΩΝ ΤΡΙΩΝ ΜΕΓΑΛΩΝ ΔΥΤΙΚΩΝ ΔΥΝΑΜΕΩΝ ΑΡΧΙΖΕΙ ΤΗΝ ΤΡΙΤΗΝ ΕΙΣ ΤΟ ΚΑΡΑΤΣΙ Η ΔΙΑΣΚΕΨΙΣ ΤΟΥ ΣΥΜΒΟΥΛΙΟΥ ΤΟΥ Σ.Ε.Ν.Τ.Ο. [641,1680,1156,1914]
subheadline: ἔξωθι τοῦ «Κλάριτζ» μὲ 20 ἀριστεροὺς [1252,1979,1525,1999]
headline: ΑΙ ΕΡΓΑΣΙΑΙ ΣΥΝΕΧΙΣΘΗΣΑΝ ΚΑΘ᾽ ΟΛΗΝ ΤΗΝ ΝΥΚΤΑ [1230,1011,1546,1029]
headline: ΥΠΕΓΡΑΦΗΣΑΝ ΣΥΜΦΩΝΙΑΙ ΜΕ ΤΗΝ ΟΥΓΓΑΡΙΑΝ ΠΡΟΣ ΡΥΘΜΙΣΙΝ ΑΕΡΟΠΟΡΙΚΩΝ ΘΕΜΑΤΩΝ [426,972,583,1036]
headline: ΕΛΙΚΟΠΤΕΡΟΝ ΤΩΝ ΗΝΩΜΕΝΩΝ ΠΟΛΙΤΕΙΩΝ ΚΑΤΕΡΡΙΦΘΗ ΥΠΟ ΒΙΕΤΝΑΜΙΤΩΝ ΑΝΤΑΡΤΩΝ [702,289,1094,389]
article-body: ΤΕΧΕΡΑΝΗ, 27. (Ἡνωμ. Τύπος).— Ἠρχισεν ἡ 13η σύνοδος τῆς στρατιωτικῆς ἐπιτροπῆς τοῦ ΣΕΝΤΟ, εἰς τὴν ὁποίαν μετέχουν οἱ ἀρχηγοὶ τῶν ἐπιτελείων τῶν κρατῶν-μελῶν. Ἐκ τῆς πλευρᾶς τῶν Ἡνωμένων Πολιτειῶν μετέχει ὁ στρατηγὸς Μάξγουελ Ταίηλορ. Ἡ διάσκεψις τοῦ Συμβουλίου θὰ ἀρχίσῃ τὴν Τρίτην εἰς τὸ Καράτσι μὲ τὴν συμμετοχὴν τῶν ὑπουργῶν Ἐξωτερικῶν. ΣΥΜΦΩΝΙΑ ΕΙΣ ΤΟ ΛΑΟΣ — Ἡ ἐφαρμογὴ τῆς συμφωνίας τῆς Γενεύης θὰ ἐξετασθῇ ἐκτενῶς. ΤΙ ΘΑ ΣΥΖΗΤΗΣΟΥΝ — ΛΟΝΔΙΝΟΝ, 27. (Ρώυτερ).— Οἱ κ.κ. Ράσκ καὶ Χιοὺμ θὰ συζητήσουν τὰς σχέσεις Ἀνατολῆς-Δύσεως, τὸ Βερολινέζικον καὶ τὸν ἀφοπλισμόν. Ο κ. ΡΑΣΚ ΕΙΣ ΑΓΚΥΡΑΝ — ΑΓΚΥΡΑ, 27.— Ὁ Ἀμερικανὸς ὑπουργὸς τῶν Ἐξωτερικῶν θὰ συναντηθῇ μὲ τὸν Τοῦρκον πρωθυπουργόν. [609,1985,1187,2068]
headline: ΚΑΤΑΠΛΗΞΙΝ ΠΡΟΚΑΛΕΙ ΕΓΓΡΑΦΟΝ ΤΟΥ ΠΡΟΣ ΤΟΝ ΥΠΟΥΡΓΟΝ ΤΗΣ ΔΙΚΑΙΟΣΥΝΗΣ [40,249,372,295]
